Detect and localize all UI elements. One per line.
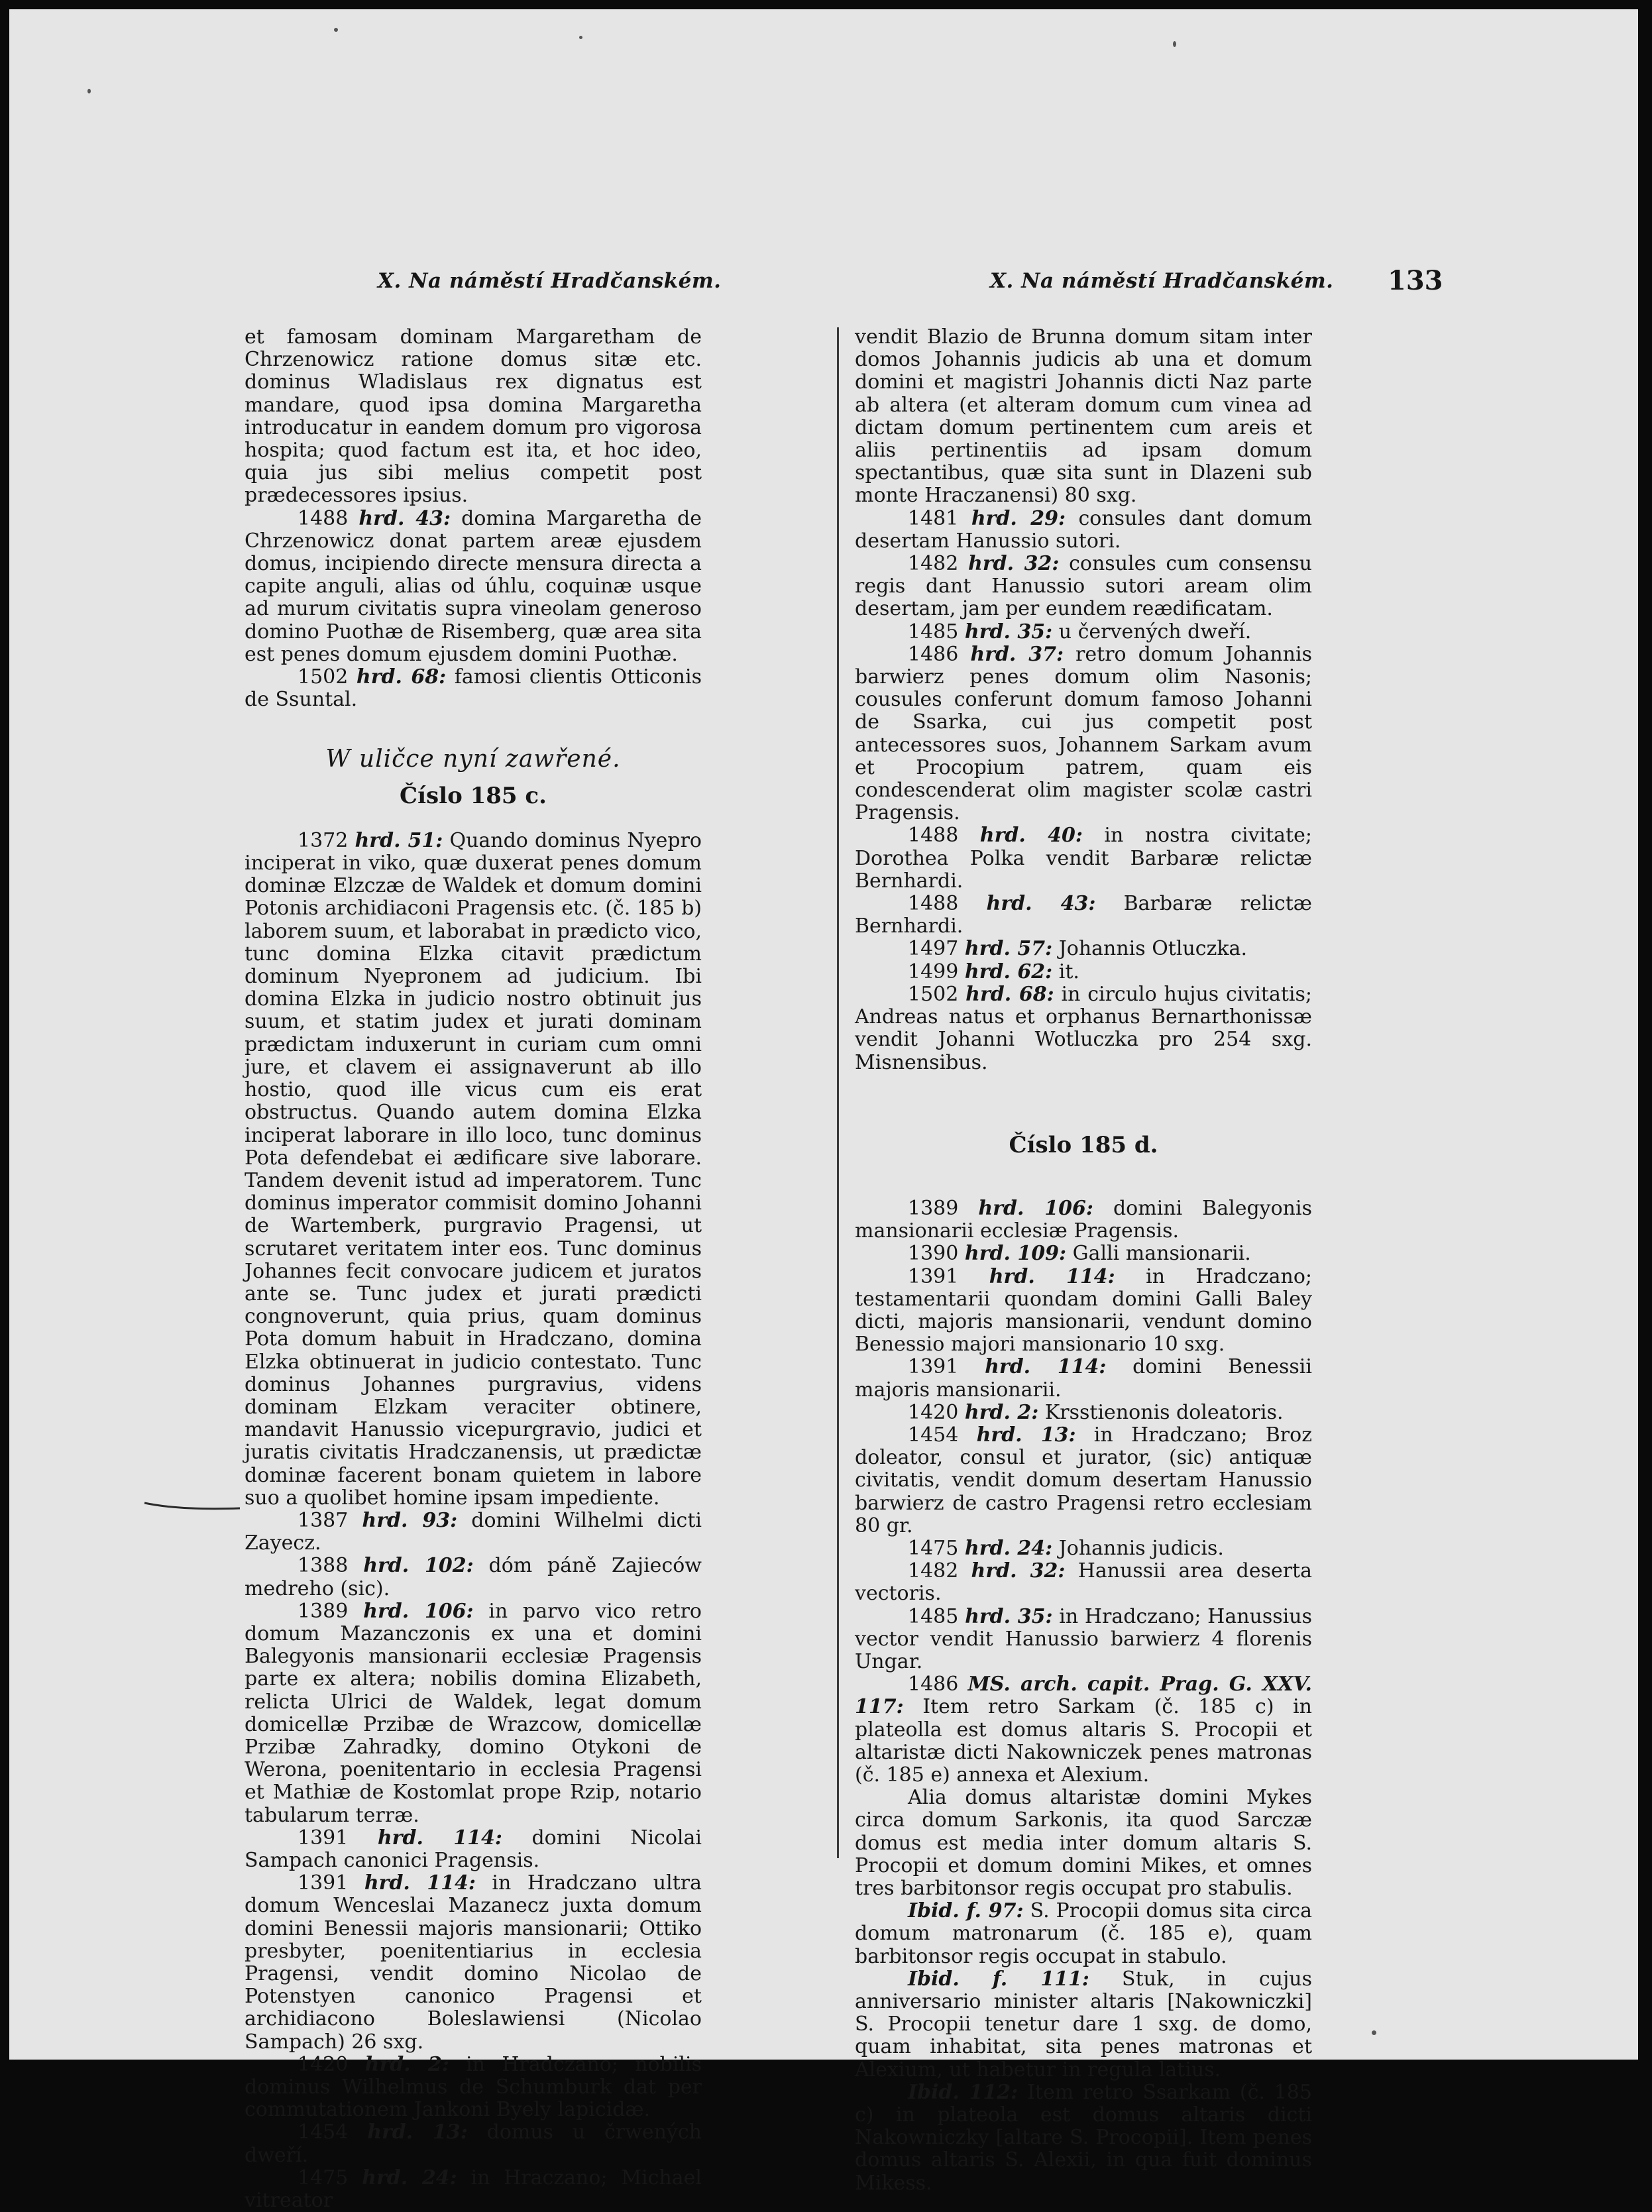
source-reference: hrd. 2: (964, 1400, 1039, 1424)
source-reference: hrd. 2: (364, 2052, 449, 2076)
source-reference: hrd. 35: (965, 1604, 1053, 1628)
scan-speck (334, 28, 338, 32)
paragraph: et famosam dominam Margaretham de Chrzenowicz ratione domus sitæ etc. dominus Wladislaus rex dignatus est mandare, quod ipsa domina Margaretha introducatur in eandem domum pro vigorosa hospita; quod factum est ita, et hoc ideo, quia jus sibi melius competit post prædecessores ipsius. (245, 325, 702, 508)
paragraph: Ibid. f. 111: Stuk, in cujus anniversario minister altaris [Nakowniczki] S. Procopii tenetur dare 1 sxg. de domo, quam inhabitat, sita penes matronas et Alexium, ut habetur in regula latius. (855, 1967, 1312, 2081)
house-number-heading: Číslo 185 d. (1009, 1131, 1158, 1158)
source-reference: hrd. 68: (356, 665, 447, 689)
paragraph: 1454 hrd. 13: domus u črwených dweří. (245, 2121, 702, 2167)
paragraph: 1420 hrd. 2: Krsstienonis doleatoris. (908, 1400, 1284, 1424)
paragraph: 1389 hrd. 106: domini Balegyonis mansionarii ecclesiæ Pragensis. (855, 1196, 1312, 1243)
source-reference: hrd. 114: (377, 1826, 502, 1850)
paragraph: 1485 hrd. 35: in Hradczano; Hanussius vector vendit Hanussio barwierz 4 florenis Ungar. (855, 1604, 1312, 1673)
source-reference: Ibid. 112: (908, 2080, 1019, 2104)
column-divider (837, 327, 839, 1858)
paragraph: 1482 hrd. 32: consules cum consensu regis dant Hanussio sutori aream olim desertam, jam per eundem reædificatam. (855, 552, 1313, 621)
source-reference: hrd. 114: (989, 1264, 1115, 1288)
paragraph: 1390 hrd. 109: Galli mansionarii. (908, 1242, 1251, 1266)
paragraph: 1499 hrd. 62: it. (908, 960, 1079, 983)
paragraph: 1389 hrd. 106: in parvo vico retro domum Mazanczonis ex una et domini Balegyonis mansionarii ecclesiæ Pragensis parte ex altera; nobilis domina Elizabeth, relicta Ulrici de Waldek, legat domum domicellæ Przibæ de Wrazcow, domicellæ Przibæ Zahradky, domino Otykoni de Werona, poenitentario in ecclesia Pragensi et Mathiæ de Kostomlat prope Rzip, notario tabularum terræ. (245, 1599, 702, 1827)
source-reference: hrd. 13: (367, 2121, 468, 2144)
source-reference: hrd. 106: (978, 1196, 1093, 1220)
paragraph: 1420 hrd. 2: in Hradczano; nobilis dominus Wilhelmus de Schumburk dat per commutationem Jankoni Byely lapicidæ. (245, 2052, 702, 2122)
source-reference: MS. arch. capit. Prag. G. XXV. 117: (855, 1673, 1312, 1719)
scan-speck (1372, 2030, 1376, 2035)
paragraph: 1488 hrd. 40: in nostra civitate; Dorothea Polka vendit Barbaræ relictæ Bernhardi. (855, 824, 1312, 893)
source-reference: hrd. 40: (979, 824, 1083, 848)
paragraph: Alia domus altaristæ domini Mykes circa domum Sarkonis, ita quod Sarczæ domus est media inter domum altaris S. Procopii et domum domini Mikes, et omnes tres barbitonsor regis occupat pro stabulis. (855, 1786, 1312, 1900)
scanned-page (9, 9, 1638, 2212)
margin-pen-stroke (143, 1500, 241, 1512)
scan-speck (579, 36, 582, 39)
source-reference: hrd. 93: (362, 1508, 458, 1532)
source-reference: hrd. 114: (364, 1871, 476, 1895)
source-reference: hrd. 43: (986, 892, 1096, 916)
paragraph: 1482 hrd. 32: Hanussii area deserta vectoris. (855, 1559, 1313, 1606)
paragraph: 1488 hrd. 43: Barbaræ relictæ Bernhardi. (855, 892, 1312, 938)
paragraph: Ibid. 112: Item retro Ssarkam (č. 185 c) in plateola est domus altaris dicti Nakowniczky [altare S. Procopii]. Item penes domus altaris S. Alexii, in qua fuit dominus Mikess. (855, 2080, 1312, 2195)
source-reference: hrd. 114: (985, 1355, 1107, 1379)
source-reference: hrd. 51: (355, 828, 443, 852)
source-reference: hrd. 35: (964, 620, 1053, 643)
source-reference: hrd. 62: (964, 960, 1053, 983)
source-reference: hrd. 24: (964, 1536, 1053, 1560)
paragraph: 1502 hrd. 68: in circulo hujus civitatis; Andreas natus et orphanus Bernarthonissæ vendit Johanni Wotluczka pro 254 sxg. Misnensibus. (855, 982, 1312, 1074)
paragraph: 1502 hrd. 68: famosi clientis Otticonis de Ssuntal. (245, 665, 702, 712)
house-number-heading: Číslo 185 c. (400, 782, 547, 809)
right-column (855, 326, 1312, 2195)
source-reference: hrd. 29: (971, 506, 1066, 530)
paragraph: Ibid. f. 97: S. Procopii domus sita circa domum matronarum (č. 185 e), quam barbitonsor regis occupat in stabulo. (855, 1899, 1312, 1968)
paragraph: 1497 hrd. 57: Johannis Otluczka. (908, 937, 1247, 961)
source-reference: hrd. 32: (971, 1559, 1066, 1583)
source-reference: hrd. 102: (363, 1554, 474, 1578)
paragraph: 1475 hrd. 24: in Hraczano; Michael vitreator (245, 2166, 702, 2212)
paragraph: 1488 hrd. 43: domina Margaretha de Chrzenowicz donat partem areæ ejusdem domus, incipiendo directe mensura directa a capite anguli, alias od úhlu, coquinæ usque ad murum civitatis supra vineolam generoso domino Puothæ de Risemberg, quæ area sita est penes domum ejusdem domini Puothæ. (245, 506, 702, 666)
source-reference: hrd. 37: (970, 642, 1064, 666)
paragraph: 1481 hrd. 29: consules dant domum desertam Hanussio sutori. (855, 506, 1313, 553)
source-reference: hrd. 106: (363, 1599, 474, 1623)
page-number: 133 (1388, 265, 1443, 296)
source-reference: hrd. 24: (362, 2166, 457, 2189)
source-reference: Ibid. f. 111: (908, 1967, 1089, 1991)
paragraph: 1387 hrd. 93: domini Wilhelmi dicti Zayecz. (245, 1508, 702, 1555)
source-reference: hrd. 68: (965, 982, 1054, 1006)
paragraph: vendit Blazio de Brunna domum sitam inter domos Johannis judicis ab una et domum domini et magistri Johannis dicti Naz parte ab altera (et alteram domum cum vinea ad dictam domum pertinentem cum areis et aliis pertinentiis ad ipsam domum spectantibus, quæ sita sunt in Dlazeni sub monte Hraczanensi) 80 sxg. (855, 325, 1312, 508)
paragraph: 1391 hrd. 114: domini Nicolai Sampach canonici Pragensis. (245, 1826, 702, 1872)
paragraph: 1391 hrd. 114: in Hradczano ultra domum Wenceslai Mazanecz juxta domum domini Benessii majoris mansionarii; Ottiko presbyter, poenitentiarius in ecclesia Pragensi, vendit domino Nicolao de Potenstyen canonico Pragensi et archidiacono Boleslawiensi (Nicolao Sampach) 26 sxg. (245, 1871, 702, 2054)
paragraph: 1486 MS. arch. capit. Prag. G. XXV. 117: Item retro Sarkam (č. 185 c) in plateolla est domus altaris S. Procopii et altaristæ dicti Nakowniczek penes matronas (č. 185 e) annexa et Alexium. (855, 1673, 1312, 1787)
source-reference: hrd. 43: (358, 506, 451, 530)
running-head-right: X. Na náměstí Hradčanském. (990, 269, 1334, 293)
source-reference: hrd. 13: (976, 1423, 1076, 1447)
scan-speck (87, 89, 91, 93)
section-heading: W uličce nyní zawřené. (325, 746, 621, 773)
paragraph: 1454 hrd. 13: in Hradczano; Broz doleator, consul et jurator, (sic) antiquæ civitatis, vendit domum desertam Hanussio barwierz de castro Pragensi retro ecclesiam 80 gr. (855, 1423, 1312, 1537)
paragraph: 1485 hrd. 35: u červených dweří. (908, 620, 1252, 643)
paragraph: 1475 hrd. 24: Johannis judicis. (908, 1536, 1224, 1560)
paragraph: 1372 hrd. 51: Quando dominus Nyepro inciperat in viko, quæ duxerat penes domum dominæ Elzczæ de Waldek et domum domini Potonis archidiaconi Pragensis etc. (č. 185 b) laborem suum, et laborabat in prædicto vico, tunc domina Elzka citavit prædictum dominum Nyepronem ad judicium. Ibi domina Elzka in judicio nostro obtinuit jus suum, et statim judex et jurati dominam prædictam induxerunt in curiam cum omni jure, et clavem ei assignaverunt ab illo hostio, quod ille vicus cum eis erat obstructus. Quando autem domina Elzka inciperat laborare in illo loco, tunc dominus Pota defendebat ei ædificare sive laborare. Tandem devenit istud ad imperatorem. Tunc dominus imperator commisit domino Johanni de Wartemberk, purgravio Pragensi, ut scrutaret veritatem inter eos. Tunc dominus Johannes fecit convocare judicem et juratos ante se. Tunc judex et jurati prædicti congnoverunt, quia prius, quam dominus Pota domum habuit in Hradczano, domina Elzka obtinuerat in judicio contestato. Tunc dominus Johannes purgravius, videns dominam Elzkam veraciter obtinere, mandavit Hanussio vicepurgravio, judici et juratis civitatis Hradczanensis, ut prædictæ dominæ facerent bonam quietem in labore suo a quolibet homine ipsam impediente. (245, 828, 702, 1510)
left-column (245, 326, 702, 2212)
running-head-left: X. Na náměstí Hradčanském. (378, 269, 722, 293)
source-reference: hrd. 32: (968, 552, 1060, 576)
paragraph: 1486 hrd. 37: retro domum Johannis barwierz penes domum olim Nasonis; cousules conferunt domum famoso Johanni de Ssarka, cui jus competit post antecessores suos, Johannem Sarkam avum et Procopium patrem, quam eis condescenderat olim magister scolæ castri Pragensis. (855, 642, 1312, 825)
source-reference: Ibid. f. 97: (908, 1899, 1024, 1923)
paragraph: 1388 hrd. 102: dóm páně Zajieców medreho (sic). (245, 1554, 702, 1600)
paragraph: 1391 hrd. 114: domini Benessii majoris mansionarii. (855, 1355, 1312, 1402)
paragraph: 1391 hrd. 114: in Hradczano; testamentarii quondam domini Galli Baley dicti, majoris mansionarii, vendunt domino Benessio majori mansionario 10 sxg. (855, 1264, 1312, 1356)
source-reference: hrd. 57: (964, 937, 1053, 961)
scan-speck (1173, 41, 1176, 47)
source-reference: hrd. 109: (964, 1242, 1067, 1266)
